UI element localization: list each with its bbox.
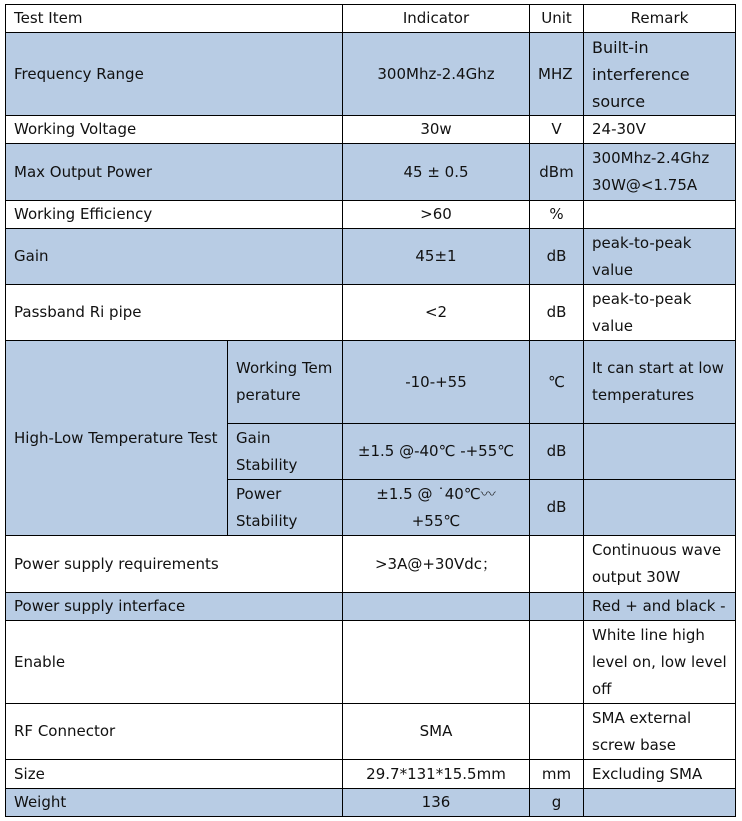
cell-item: Working Voltage [6, 116, 343, 144]
cell-indicator: 136 [343, 789, 530, 817]
table-row-enable [6, 621, 736, 704]
cell-sub-item: Gain Stability [228, 424, 343, 480]
cell-indicator: 300Mhz-2.4Ghz [343, 33, 530, 116]
cell-indicator: 30w [343, 116, 530, 144]
table-row-efficiency [6, 201, 736, 229]
cell-remark: SMA external screw base [584, 704, 736, 760]
cell-item: Gain [6, 229, 343, 285]
table-row-supply-requirements [6, 536, 736, 593]
cell-remark: Excluding SMA [584, 760, 736, 789]
cell-unit: dBm [530, 144, 584, 201]
cell-unit: dB [530, 480, 584, 536]
cell-remark: 300Mhz-2.4Ghz 30W@<1.75A [584, 144, 736, 201]
cell-unit: V [530, 116, 584, 144]
cell-unit [530, 536, 584, 593]
cell-indicator: 45±1 [343, 229, 530, 285]
cell-sub-item: Power Stability [228, 480, 343, 536]
cell-indicator [343, 593, 530, 621]
cell-unit: dB [530, 285, 584, 341]
table-row-voltage [6, 116, 736, 144]
cell-indicator: >3A@+30Vdc； [343, 536, 530, 593]
cell-item: Size [6, 760, 343, 789]
cell-remark [584, 424, 736, 480]
spec-table [5, 4, 736, 817]
cell-remark: Built-in interference source [584, 33, 736, 116]
cell-item: Power supply requirements [6, 536, 343, 593]
cell-remark: White line high level on, low level off [584, 621, 736, 704]
cell-item-temp-group: High-Low Temperature Test [6, 341, 228, 536]
cell-unit: dB [530, 229, 584, 285]
cell-item: Enable [6, 621, 343, 704]
table-row-gain [6, 229, 736, 285]
cell-unit [530, 704, 584, 760]
table-row-supply-interface [6, 593, 736, 621]
cell-unit: MHZ [530, 33, 584, 116]
cell-remark: It can start at low temperatures [584, 341, 736, 424]
cell-unit: dB [530, 424, 584, 480]
cell-remark: peak-to-peak value [584, 285, 736, 341]
table-row-size [6, 760, 736, 789]
cell-unit [530, 621, 584, 704]
cell-item: Weight [6, 789, 343, 817]
cell-indicator: 29.7*131*15.5mm [343, 760, 530, 789]
cell-item: Working Efficiency [6, 201, 343, 229]
cell-unit [530, 593, 584, 621]
cell-item: Power supply interface [6, 593, 343, 621]
cell-indicator: ±1.5 @ ˙40℃〰 +55℃ [343, 480, 530, 536]
cell-indicator [343, 621, 530, 704]
header-test-item: Test Item [6, 5, 343, 33]
cell-unit: % [530, 201, 584, 229]
header-remark: Remark [584, 5, 736, 33]
table-row-weight [6, 789, 736, 817]
cell-remark: Continuous wave output 30W [584, 536, 736, 593]
header-indicator: Indicator [343, 5, 530, 33]
cell-remark [584, 480, 736, 536]
table-row-max-power [6, 144, 736, 201]
cell-sub-item: Working Temperature [228, 341, 343, 424]
cell-item: Frequency Range [6, 33, 343, 116]
cell-indicator: ±1.5 @-40℃ -+55℃ [343, 424, 530, 480]
cell-item: RF Connector [6, 704, 343, 760]
table-row-frequency [6, 33, 736, 116]
table-row-passband [6, 285, 736, 341]
cell-indicator: >60 [343, 201, 530, 229]
header-unit: Unit [530, 5, 584, 33]
cell-indicator: -10-+55 [343, 341, 530, 424]
cell-indicator: 45 ± 0.5 [343, 144, 530, 201]
cell-unit: mm [530, 760, 584, 789]
cell-indicator: SMA [343, 704, 530, 760]
cell-unit: ℃ [530, 341, 584, 424]
header-row [6, 5, 736, 33]
cell-remark [584, 201, 736, 229]
cell-remark [584, 789, 736, 817]
cell-remark: 24-30V [584, 116, 736, 144]
table-row-working-temp [6, 341, 736, 424]
cell-unit: g [530, 789, 584, 817]
cell-item: Passband Ri pipe [6, 285, 343, 341]
cell-remark: peak-to-peak value [584, 229, 736, 285]
table-row-rf-connector [6, 704, 736, 760]
cell-indicator: <2 [343, 285, 530, 341]
cell-remark: Red + and black - [584, 593, 736, 621]
cell-item: Max Output Power [6, 144, 343, 201]
